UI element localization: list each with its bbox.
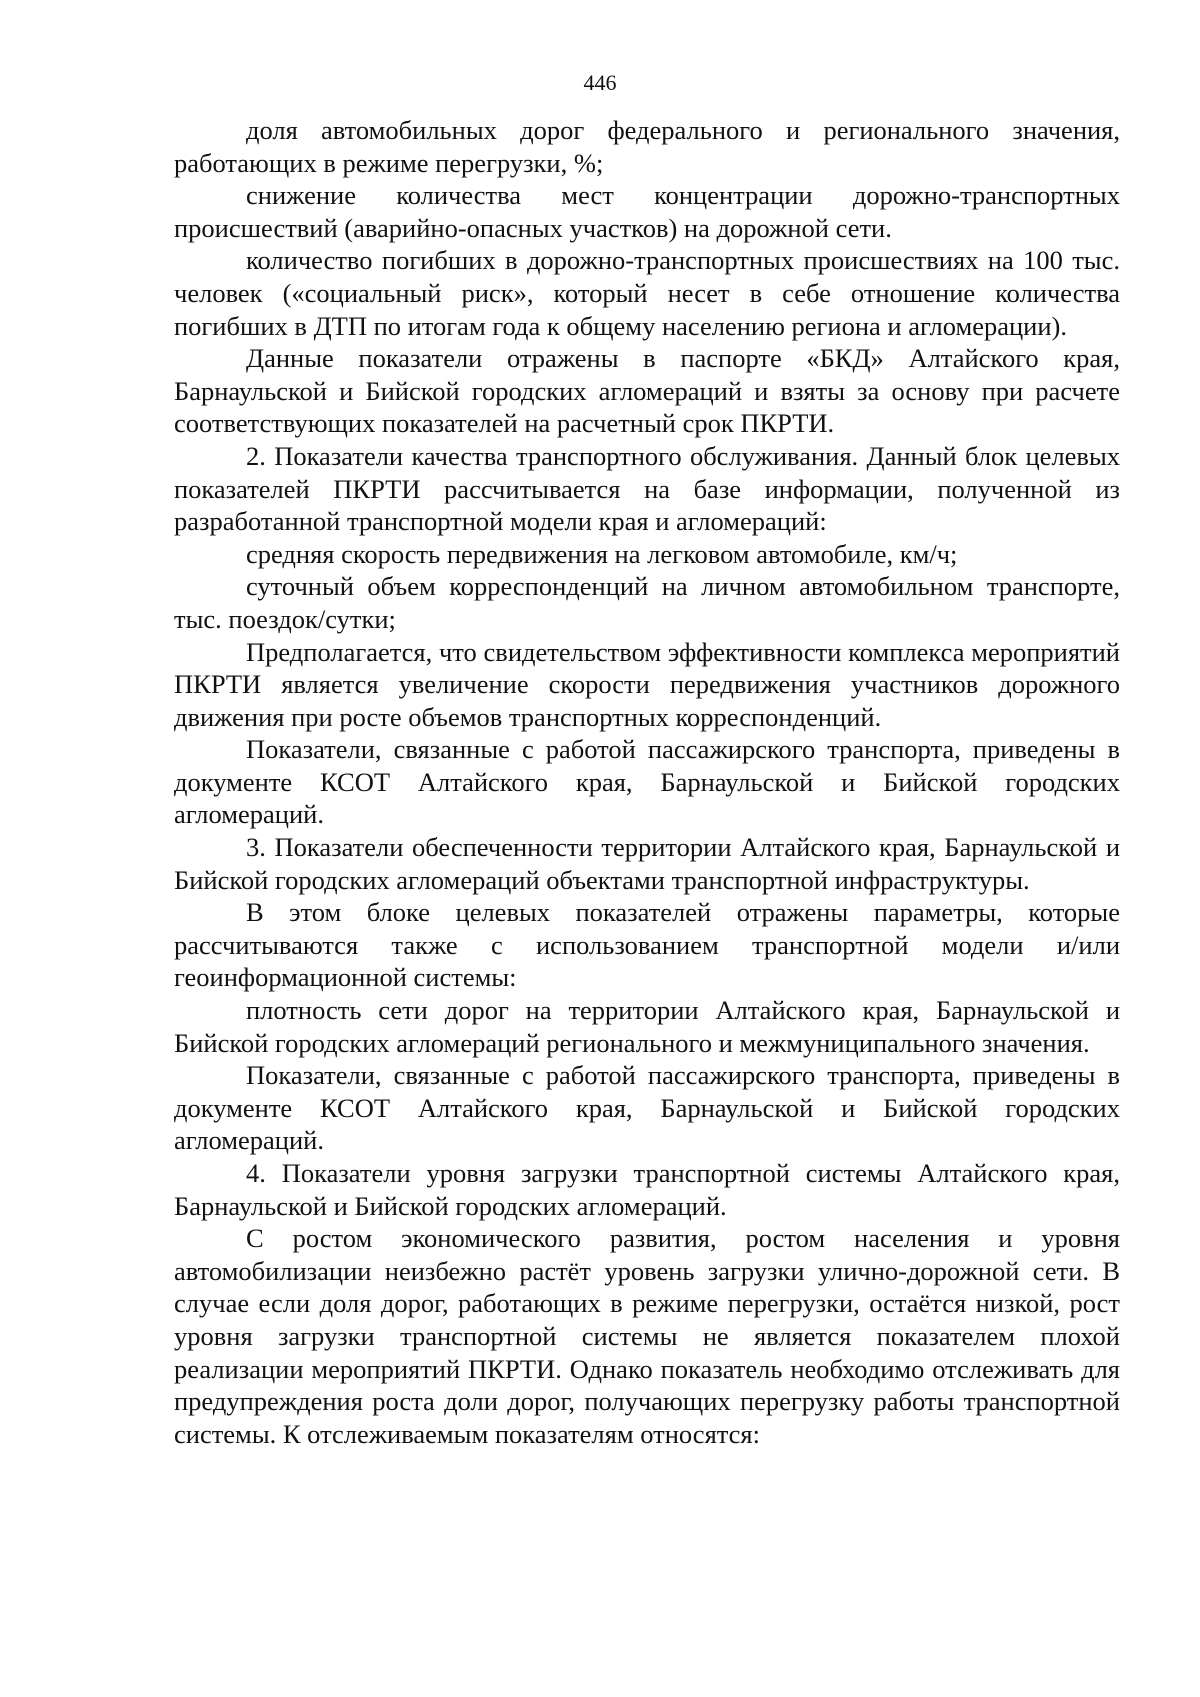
- paragraph-efficiency-assumption: Предполагается, что свидетельством эффективности комплекса мероприятий ПКРТИ является увеличение скорости передвижения участников дорожного движения при росте объемов транспортных корреспонденций.: [174, 636, 1120, 732]
- page-number: 446: [583, 70, 617, 95]
- paragraph-fatalities-social-risk: количество погибших в дорожно-транспортных происшествиях на 100 тыс. человек («социальный риск», который несет в себе отношение количества погибших в ДТП по итогам года к общему населению региона и агломерации).: [174, 245, 1120, 341]
- paragraph-ksot-reference-2: Показатели, связанные с работой пассажирского транспорта, приведены в документе КСОТ Алтайского края, Барнаульской и Бийской городских агломераций.: [174, 1060, 1120, 1156]
- paragraph-accident-sites-reduction: снижение количества мест концентрации дорожно-транспортных происшествий (аварийно-опасных участков) на дорожной сети.: [174, 180, 1120, 243]
- paragraph-road-density: плотность сети дорог на территории Алтайского края, Барнаульской и Бийской городских агломераций регионального и межмуниципального значения.: [174, 995, 1120, 1058]
- body-text: [174, 114, 1120, 1450]
- paragraph-gis-parameters: В этом блоке целевых показателей отражены параметры, которые рассчитываются также с использованием транспортной модели и/или геоинформационной системы:: [174, 897, 1120, 993]
- paragraph-ksot-reference-1: Показатели, связанные с работой пассажирского транспорта, приведены в документе КСОТ Алтайского края, Барнаульской и Бийской городских агломераций.: [174, 734, 1120, 830]
- paragraph-road-share-overload: доля автомобильных дорог федерального и регионального значения, работающих в режиме перегрузки, %;: [174, 115, 1120, 178]
- paragraph-bkd-passport: Данные показатели отражены в паспорте «БКД» Алтайского края, Барнаульской и Бийской городских агломераций и взяты за основу при расчете соответствующих показателей на расчетный срок ПКРТИ.: [174, 343, 1120, 439]
- paragraph-section-2-heading: 2. Показатели качества транспортного обслуживания. Данный блок целевых показателей ПКРТИ рассчитывается на базе информации, полученной из разработанной транспортной модели края и агломераций:: [174, 440, 1120, 537]
- paragraph-daily-trips: суточный объем корреспонденций на личном автомобильном транспорте, тыс. поездок/сутки;: [174, 571, 1120, 634]
- paragraph-section-3-heading: 3. Показатели обеспеченности территории Алтайского края, Барнаульской и Бийской городских агломераций объектами транспортной инфраструктуры.: [174, 832, 1120, 895]
- paragraph-average-speed: средняя скорость передвижения на легковом автомобиле, км/ч;: [246, 538, 958, 569]
- paragraph-section-4-heading: 4. Показатели уровня загрузки транспортной системы Алтайского края, Барнаульской и Бийской городских агломераций.: [174, 1158, 1120, 1221]
- paragraph-congestion-growth: С ростом экономического развития, ростом населения и уровня автомобилизации неизбежно растёт уровень загрузки улично-дорожной сети. В случае если доля дорог, работающих в режиме перегрузки, остаётся низкой, рост уровня загрузки транспортной системы не является показателем плохой реализации мероприятий ПКРТИ. Однако показатель необходимо отслеживать для предупреждения роста доли дорог, получающих перегрузку работы транспортной системы. К отслеживаемым показателям относятся:: [174, 1223, 1120, 1449]
